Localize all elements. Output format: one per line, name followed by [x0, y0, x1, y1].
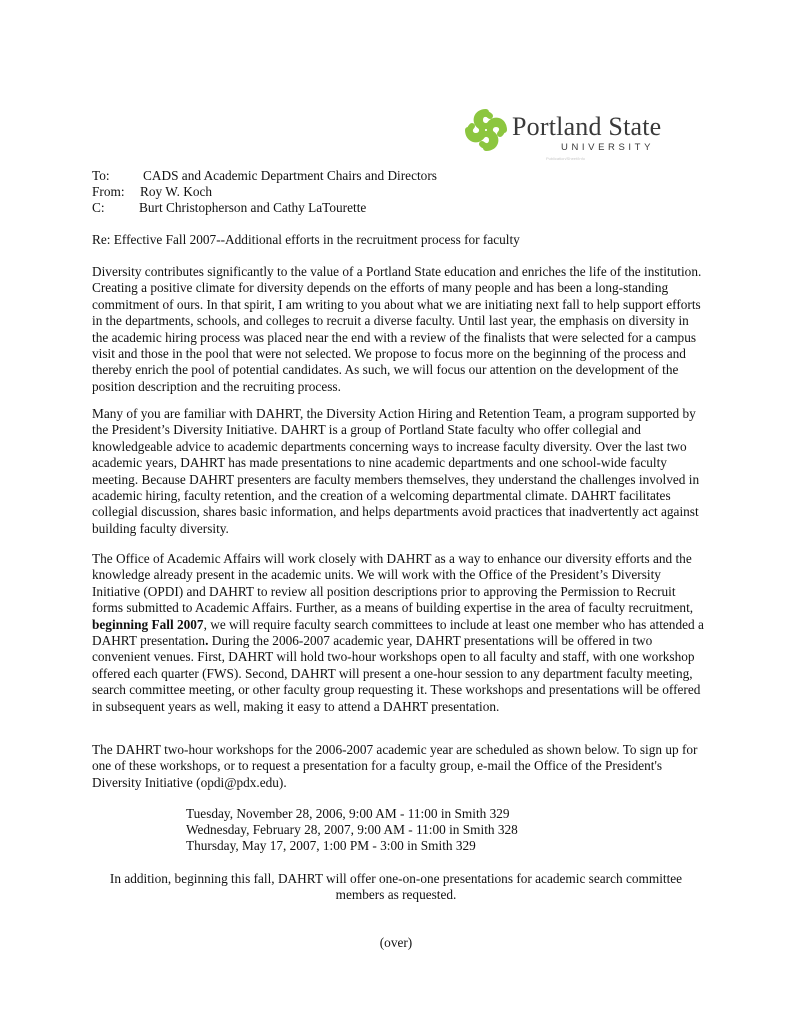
paragraph-3-period: . [205, 633, 209, 649]
paragraph-1 [92, 264, 704, 395]
memo-from-line [92, 184, 212, 200]
schedule-item-3: Thursday, May 17, 2007, 1:00 PM - 3:00 in Smith 329 [186, 838, 476, 854]
memo-to-value: CADS and Academic Department Chairs and Directors [143, 168, 437, 183]
paragraph-2 [92, 406, 704, 537]
paragraph-4 [92, 742, 704, 791]
logo-wordmark: Portland State [512, 112, 662, 141]
memo-to-line [92, 168, 437, 184]
closing-line-1: In addition, beginning this fall, DAHRT will offer one-on-one presentations for academic search committee [109, 871, 683, 886]
memo-cc-line [92, 200, 366, 216]
closing-line-2: members as requested. [335, 887, 457, 903]
schedule-item-1: Tuesday, November 28, 2006, 9:00 AM - 11:00 in Smith 329 [186, 806, 510, 821]
memo-subject: Re: Effective Fall 2007--Additional efforts in the recruitment process for faculty [92, 232, 520, 247]
schedule-item-2: Wednesday, February 28, 2007, 9:00 AM - 11:00 in Smith 328 [186, 822, 518, 838]
paragraph-3-emphasis: beginning Fall 2007 [92, 616, 204, 632]
logo-university: UNIVERSITY [561, 142, 655, 153]
page-over-note: (over) [379, 935, 413, 950]
paragraph-2-text: Many of you are familiar with DAHRT, the Diversity Action Hiring and Retention Team, a program supported by the President’s Diversity Initiative. DAHRT is a group of Portland State faculty who offer collegial and knowledgeable advice to academic departments concerning ways to increase faculty diversity. Over the last two academic years, DAHRT has made presentations to nine academic departments and one school-wide faculty meeting. Because DAHRT presenters are faculty members themselves, they understand the challenges involved in academic hiring, faculty retention, and the creation of a welcoming departmental climate. DAHRT facilitates collegial discussion, shares basic information, and helps departments avoid practices that inadvertently act against building faculty diversity. [92, 406, 700, 536]
paragraph-4-text: The DAHRT two-hour workshops for the 2006-2007 academic year are scheduled as shown below. To sign up for one of these workshops, or to request a presentation for a faculty group, e-mail the Office of the President's Diversity Initiative (opdi@pdx.edu). [92, 742, 698, 790]
paragraph-3 [92, 551, 704, 715]
memo-from-label: From: [92, 184, 125, 199]
psu-logo-mark-icon [462, 106, 510, 154]
memo-cc-value: Burt Christopherson and Cathy LaTourette [139, 200, 367, 215]
closing-note [92, 871, 700, 903]
paragraph-1-text: Diversity contributes significantly to the value of a Portland State education and enriches the life of the institution. Creating a positive climate for diversity depends on the efforts of many people and has been a long-standing commitment of ours. In that spirit, I am writing to you about what we are initiating next fall to help support efforts in the departments, schools, and colleges to recruit a diverse faculty. Until last year, the emphasis on diversity in the academic hiring process was placed near the end with a review of the finalists that were selected for a campus visit and those in the pool that were not selected. We propose to focus more on the beginning of the process and thereby enrich the pool of potential candidates. As such, we will focus our attention on the development of the position description and the recruiting process. [92, 264, 702, 394]
psu-logo [462, 106, 672, 166]
workshop-schedule [186, 806, 518, 855]
logo-fineprint: Publication/Sheet/Info [546, 156, 585, 161]
paragraph-3-part-e: During the 2006-2007 academic year, DAHRT presentations will be offered in two convenient venues. First, DAHRT will hold two-hour workshops open to all faculty and staff, with one workshop offered each quarter (FWS). Second, DAHRT will present a one-hour session to any department faculty meeting, search committee meeting, or other faculty group requesting it. These workshops and presentations will be offered in subsequent years as well, making it easy to attend a DAHRT presentation. [92, 633, 701, 714]
paragraph-3-part-c: , we will require faculty search committees to include at least one member who has attended a DAHRT presentation [92, 616, 704, 649]
memo-to-label: To: [92, 168, 110, 183]
memo-from-value: Roy W. Koch [140, 184, 213, 199]
memo-cc-label: C: [92, 200, 105, 215]
paragraph-3-part-a: The Office of Academic Affairs will work closely with DAHRT as a way to enhance our diversity efforts and the knowledge already present in the academic units. We will work with the Office of the President’s Diversity Initiative (OPDI) and DAHRT to review all position descriptions prior to approving the Permission to Recruit forms submitted to Academic Affairs. Further, as a means of building expertise in the area of faculty recruitment, [92, 551, 694, 616]
